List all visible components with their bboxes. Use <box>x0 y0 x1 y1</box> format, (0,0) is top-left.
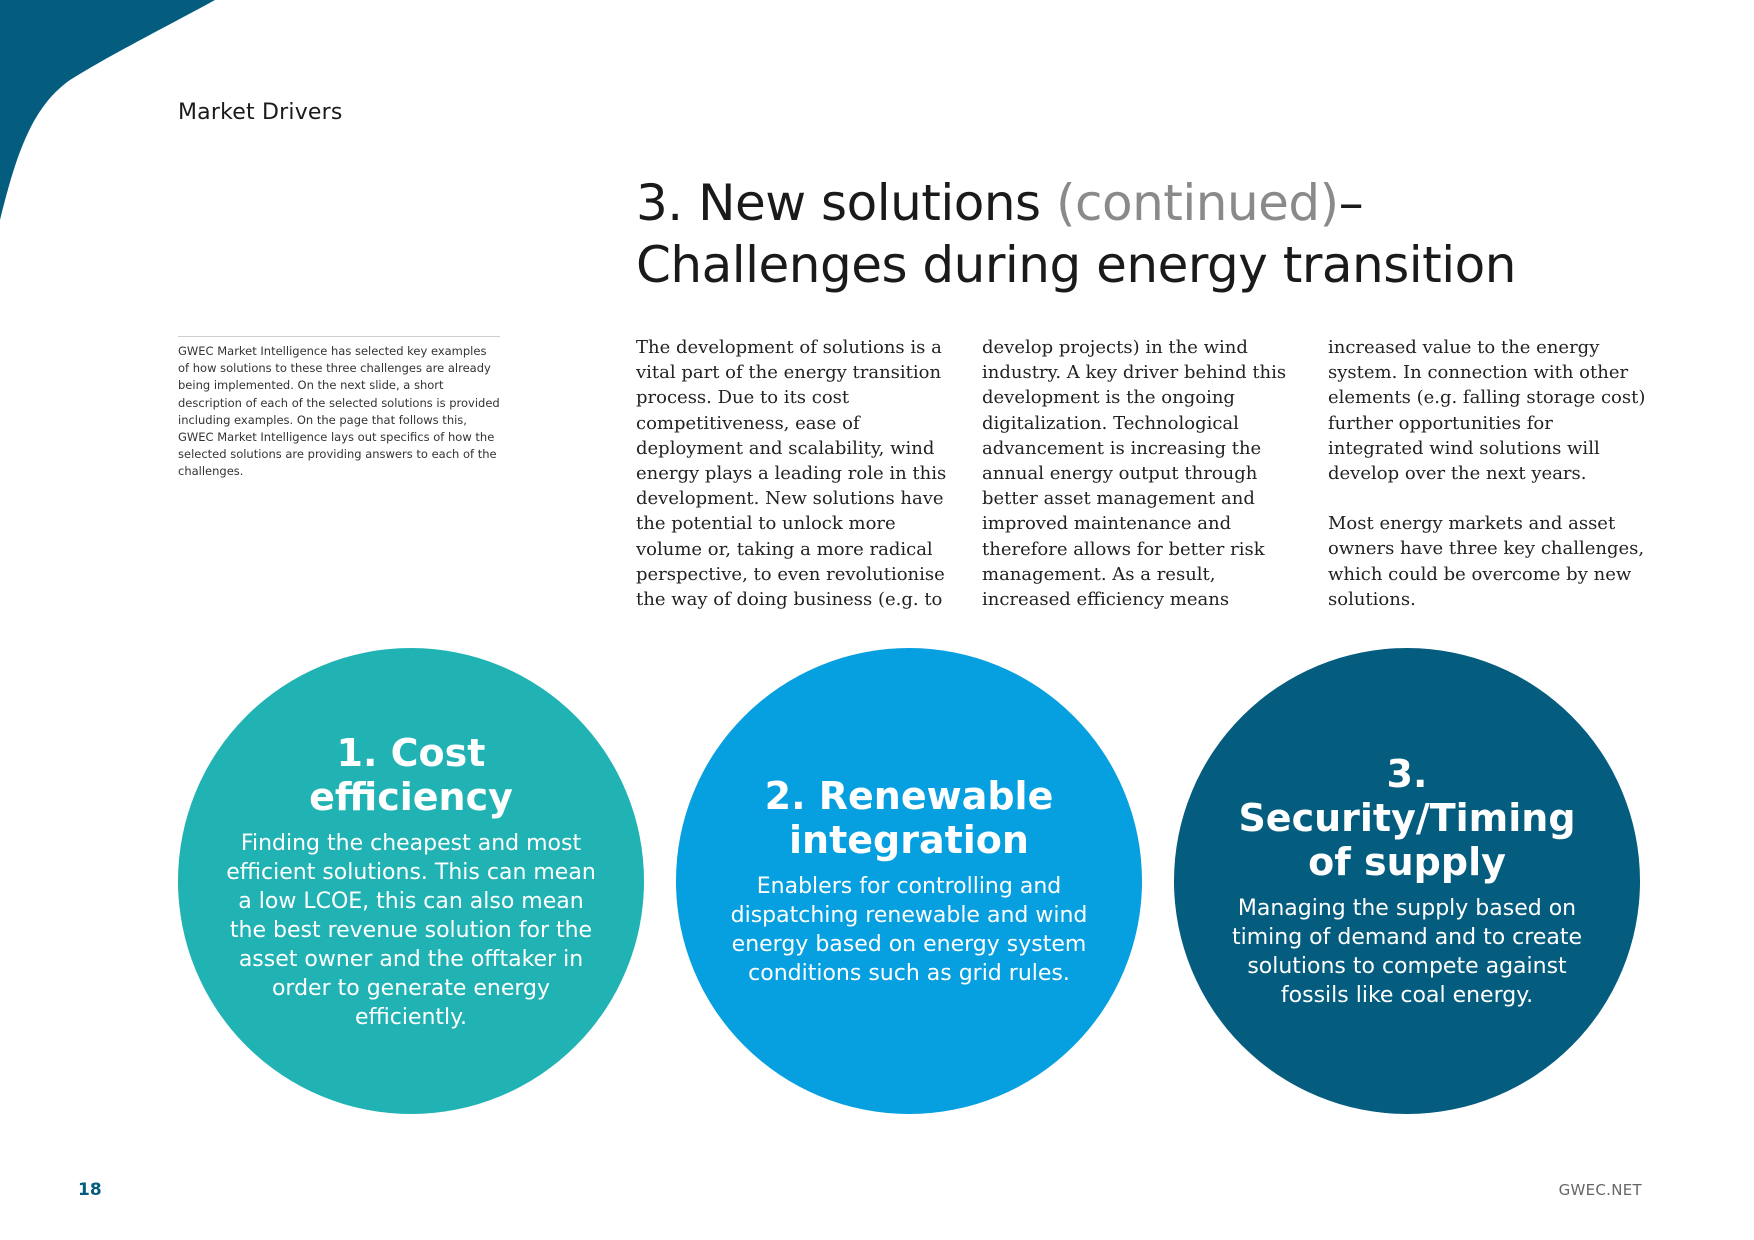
challenge-security-timing <box>1174 648 1640 1114</box>
page-number: 18 <box>78 1180 102 1200</box>
challenge-heading: 3. Security/Timing of supply <box>1238 752 1576 884</box>
body-column-2 <box>982 335 1300 637</box>
challenge-description: Managing the supply based on timing of demand and to create solutions to compete against fossils like coal energy. <box>1232 896 1582 1008</box>
title-prefix: 3. New solutions <box>636 174 1056 232</box>
title-dash: – <box>1338 174 1364 232</box>
body-column-1 <box>636 335 954 637</box>
title-continued: (continued) <box>1056 174 1339 232</box>
body-paragraph: increased value to the energy system. In connection with other elements (e.g. falling storage cost) further opportunities for integrated wind solutions will develop over the next years. <box>1328 337 1646 485</box>
challenge-cost-efficiency <box>178 648 644 1114</box>
challenge-heading: 2. Renewable integration <box>764 774 1054 862</box>
challenge-description: Finding the cheapest and most efficient solutions. This can mean a low LCOE, this can also mean the best revenue solution for the asset owner and the offtaker in order to generate energy efficiently. <box>226 830 596 1030</box>
section-label: Market Drivers <box>178 100 343 125</box>
challenge-renewable-integration <box>676 648 1142 1114</box>
challenge-circles <box>178 648 1640 1116</box>
footer-website: GWEC.NET <box>1558 1181 1642 1199</box>
body-paragraph: The development of solutions is a vital part of the energy transition process. Due to its cost competitiveness, ease of deployment and scalability, wind energy plays a leading role in this development. New solutions have the potential to unlock more volume or, taking a more radical perspective, to even revolutionise the way of doing business (e.g. to <box>636 337 947 611</box>
sidenote: GWEC Market Intelligence has selected key examples of how solutions to these three challenges are already being implemented. On the next slide, a short description of each of the selected solutions is provided including examples. On the page that follows this, GWEC Market Intelligence lays out specifics of how the selected solutions are providing answers to each of the challenges. <box>178 336 500 481</box>
body-paragraph: develop projects) in the wind industry. A key driver behind this development is the ongoing digitalization. Technological advancement is increasing the annual energy output through better asset management and improved maintenance and therefore allows for better risk management. As a result, increased efficiency means <box>982 337 1287 611</box>
body-text <box>636 335 1646 637</box>
body-paragraph: Most energy markets and asset owners have three key challenges, which could be overcome by new solutions. <box>1328 513 1645 610</box>
body-column-3 <box>1328 335 1646 637</box>
challenge-description: Enablers for controlling and dispatching renewable and wind energy based on energy system conditions such as grid rules. <box>730 874 1088 986</box>
title-line-2: Challenges during energy transition <box>636 236 1516 294</box>
page-title <box>636 172 1676 296</box>
challenge-heading: 1. Cost efficiency <box>309 730 513 819</box>
